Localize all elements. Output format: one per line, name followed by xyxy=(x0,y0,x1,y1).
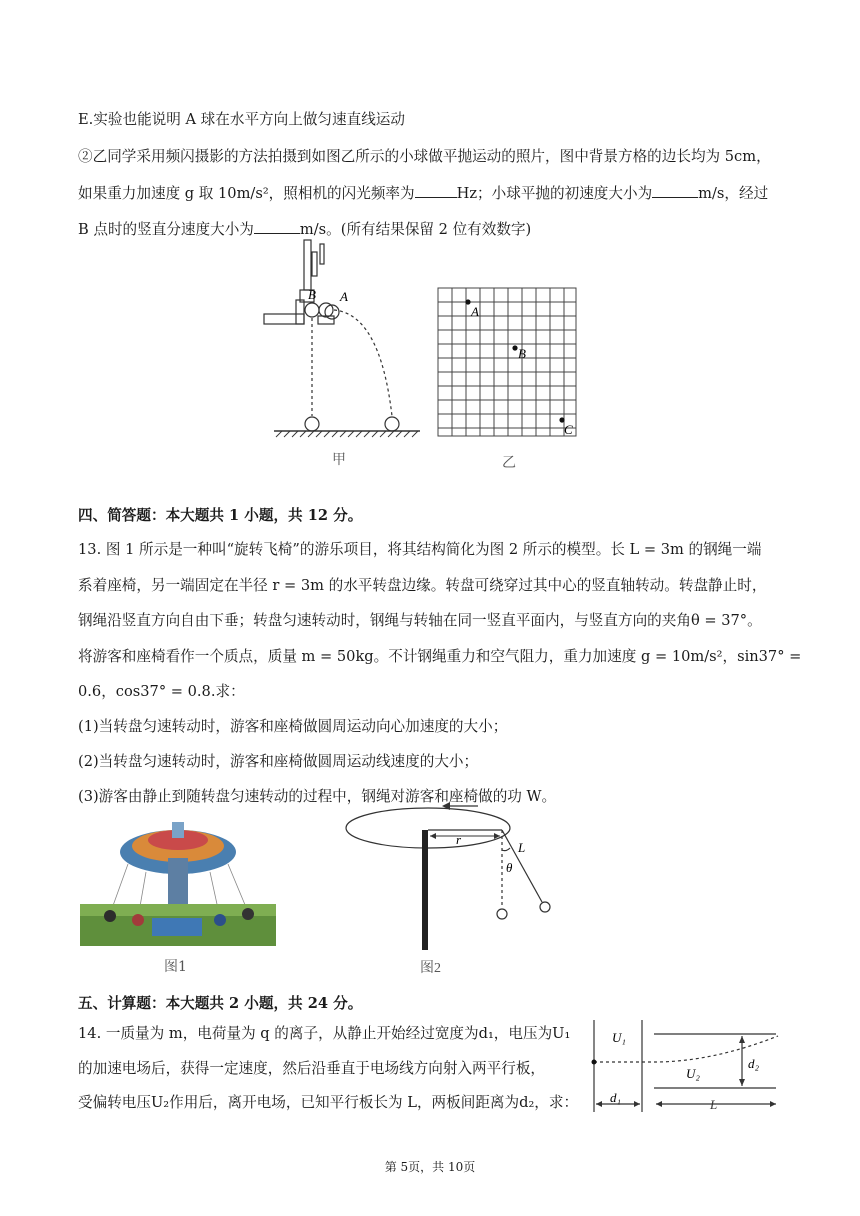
fig2-caption: 图2 xyxy=(420,961,441,976)
answer-blank-vertical-velocity[interactable] xyxy=(254,219,300,234)
option-e: E.实验也能说明 A 球在水平方向上做匀速直线运动 xyxy=(78,111,405,128)
q14-label-d2: d₂ xyxy=(748,1056,760,1071)
fig-jia-label-a: A xyxy=(340,289,348,304)
q14-line-2: 的加速电场后，获得一定速度，然后沿垂直于电场线方向射入两平行板， xyxy=(78,1060,546,1077)
q12-line2-text-c: m/s，经过 xyxy=(698,185,769,202)
q14-label-l: L xyxy=(710,1097,718,1112)
page-footer: 第 5页，共 10页 xyxy=(384,1160,476,1174)
q13-sub-3: (3)游客由静止到随转盘匀速转动的过程中，钢绳对游客和座椅做的功 W。 xyxy=(78,788,557,805)
fig2-label-theta: θ xyxy=(506,860,513,875)
q13-line-4: 将游客和座椅看作一个质点，质量 m = 50kg。不计钢绳重力和空气阻力，重力加速度 g = 10m/s²，sin37° = xyxy=(78,648,802,665)
answer-blank-initial-velocity[interactable] xyxy=(652,183,698,198)
q13-line-2: 系着座椅，另一端固定在半径 r = 3m 的水平转盘边缘。转盘可绕穿过其中心的竖直轴转动。转盘静止时， xyxy=(78,577,767,594)
q12-part2-line3 xyxy=(78,219,531,240)
section-5-heading: 五、计算题：本大题共 2 小题，共 24 分。 xyxy=(78,995,363,1012)
point-label-c: C xyxy=(564,422,573,437)
fig-jia-caption: 甲 xyxy=(332,453,346,468)
q14-label-d1: d₁ xyxy=(610,1090,622,1105)
q14-line-3: 受偏转电压U₂作用后，离开电场，已知平行板长为 L，两板间距离为d₂，求： xyxy=(78,1094,579,1111)
point-label-b: B xyxy=(518,346,526,361)
q13-line-1: 13. 图 1 所示是一种叫“旋转飞椅”的游乐项目，将其结构简化为图 2 所示的模型。长 L = 3m 的钢绳一端 xyxy=(78,541,762,558)
q14-label-u1: U₁ xyxy=(612,1030,626,1045)
point-label-a: A xyxy=(471,304,479,319)
q12-line2-text-b: Hz；小球平抛的初速度大小为 xyxy=(456,185,653,202)
swing-ride-photo xyxy=(80,818,276,946)
figure-jia xyxy=(262,238,422,470)
point-b xyxy=(512,345,517,350)
q13-line-3: 钢绳沿竖直方向自由下垂；转盘匀速转动时，钢绳与转轴在同一竖直平面内，与竖直方向的夹角θ = 37°。 xyxy=(78,612,762,629)
q12-line3-text-b: m/s。(所有结果保留 2 位有效数字) xyxy=(299,221,532,238)
q13-line-5: 0.6，cos37° = 0.8.求： xyxy=(78,683,245,700)
q12-line2-text-a: 如果重力加速度 g 取 10m/s²，照相机的闪光频率为 xyxy=(78,185,415,202)
q12-part2-line1: ②乙同学采用频闪摄影的方法拍摄到如图乙所示的小球做平抛运动的照片，图中背景方格的边长均为 5cm， xyxy=(78,148,771,165)
fig2-label-l: L xyxy=(518,840,526,855)
fig-yi-caption: 乙 xyxy=(502,456,516,471)
q14-figure xyxy=(582,1016,782,1116)
q12-part2-line2 xyxy=(78,183,768,204)
answer-blank-frequency[interactable] xyxy=(415,183,457,198)
section-4-heading: 四、简答题：本大题共 1 小题，共 12 分。 xyxy=(78,507,363,524)
q14-line-1: 14. 一质量为 m，电荷量为 q 的离子，从静止开始经过宽度为d₁，电压为U₁ xyxy=(78,1025,571,1042)
fig2-label-r: r xyxy=(456,832,462,847)
figure-yi xyxy=(436,286,580,472)
q12-line3-text-a: B 点时的竖直分速度大小为 xyxy=(78,221,254,238)
fig1-caption: 图1 xyxy=(164,959,187,975)
figure-2 xyxy=(338,800,568,980)
point-a xyxy=(465,299,470,304)
fig-jia-label-b: B xyxy=(308,287,316,302)
q13-sub-2: (2)当转盘匀速转动时，游客和座椅做圆周运动线速度的大小； xyxy=(78,753,479,770)
q14-label-u2: U₂ xyxy=(686,1066,700,1081)
q13-sub-1: (1)当转盘匀速转动时，游客和座椅做圆周运动向心加速度的大小； xyxy=(78,718,508,735)
